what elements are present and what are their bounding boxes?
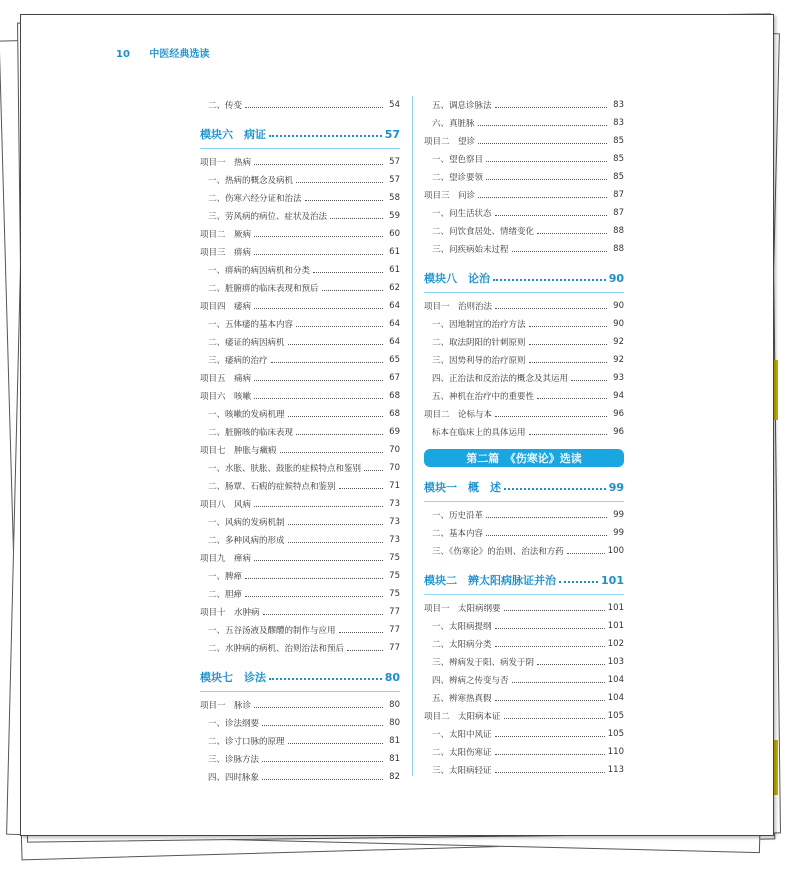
toc-entry-page: 87 [613, 208, 624, 218]
toc-entry-page: 69 [389, 427, 400, 437]
toc-entry-label: 一、望色察目 [432, 155, 484, 165]
toc-entry-page: 101 [607, 621, 624, 631]
toc-sub-entry[interactable] [200, 567, 400, 585]
dot-leader [288, 344, 383, 345]
toc-entry-label: 六、真脏脉 [432, 119, 475, 129]
dot-leader [495, 628, 605, 629]
dot-leader [254, 506, 383, 507]
toc-item-entry[interactable] [424, 707, 624, 725]
toc-sub-entry[interactable] [200, 639, 400, 657]
toc-entry-label: 二、脏腑咳的临床表现 [208, 428, 294, 438]
toc-sub-entry[interactable] [424, 524, 624, 542]
toc-entry-page: 73 [389, 517, 400, 527]
toc-sub-entry[interactable] [424, 542, 624, 560]
dot-leader [495, 107, 607, 108]
toc-entry-label: 三、因势利导的治疗原则 [432, 356, 526, 366]
toc-sub-entry[interactable] [200, 423, 400, 441]
toc-right-column [424, 96, 624, 779]
toc-entry-label: 三、辨病发于阳、病发于阴 [432, 658, 535, 668]
toc-sub-entry[interactable] [200, 315, 400, 333]
toc-sub-entry[interactable] [424, 168, 624, 186]
dot-leader [495, 754, 605, 755]
toc-module-entry[interactable] [200, 120, 400, 149]
toc-entry-page: 90 [613, 319, 624, 329]
toc-sub-entry[interactable] [200, 750, 400, 768]
toc-sub-entry[interactable] [200, 261, 400, 279]
toc-sub-entry[interactable] [424, 653, 624, 671]
toc-entry-page: 75 [389, 589, 400, 599]
toc-entry-label: 二、基本内容 [432, 529, 484, 539]
toc-entry-page: 60 [389, 229, 400, 239]
toc-entry-label: 项目二 望诊 [424, 137, 476, 147]
toc-entry-page: 70 [389, 463, 400, 473]
toc-item-entry[interactable] [200, 243, 400, 261]
toc-entry-label: 二、胆瘅 [208, 590, 243, 600]
toc-entry-label: 一、咳嗽的发病机理 [208, 410, 285, 420]
toc-entry-label: 模块七 诊法 [200, 671, 266, 684]
dot-leader [296, 182, 383, 183]
toc-module-entry[interactable] [200, 663, 400, 692]
toc-sub-entry[interactable] [424, 689, 624, 707]
toc-entry-label: 项目九 瘅病 [200, 554, 252, 564]
dot-leader [495, 215, 607, 216]
dot-leader [537, 664, 605, 665]
toc-entry-page: 73 [389, 535, 400, 545]
dot-leader [262, 725, 383, 726]
dot-leader [512, 682, 605, 683]
toc-item-entry[interactable] [200, 441, 400, 459]
dot-leader [271, 362, 383, 363]
toc-entry-label: 一、热病的概念及病机 [208, 176, 294, 186]
toc-entry-label: 一、太阳病提纲 [432, 622, 492, 632]
toc-sub-entry[interactable] [424, 96, 624, 114]
toc-entry-page: 75 [389, 553, 400, 563]
toc-entry-page: 105 [607, 729, 624, 739]
toc-item-entry[interactable] [200, 495, 400, 513]
toc-entry-page: 68 [389, 391, 400, 401]
toc-entry-label: 二、脏腑痹的临床表现和预后 [208, 284, 319, 294]
toc-entry-label: 项目三 痹病 [200, 248, 252, 258]
toc-entry-label: 一、因地制宜的治疗方法 [432, 320, 526, 330]
toc-entry-page: 67 [389, 373, 400, 383]
dot-leader [529, 362, 607, 363]
toc-entry-label: 项目八 风病 [200, 500, 252, 510]
toc-entry-page: 61 [389, 265, 400, 275]
toc-entry-label: 二、问饮食居处、情绪变化 [432, 227, 535, 237]
dot-leader [504, 718, 605, 719]
toc-entry-page: 104 [607, 693, 624, 703]
toc-sub-entry[interactable] [424, 635, 624, 653]
toc-entry-page: 92 [613, 355, 624, 365]
toc-entry-page: 88 [613, 226, 624, 236]
toc-entry-page: 57 [389, 157, 400, 167]
dot-leader [495, 700, 605, 701]
dot-leader [254, 254, 383, 255]
dot-leader [537, 233, 607, 234]
dot-leader [263, 614, 383, 615]
dot-leader [305, 200, 383, 201]
dot-leader [296, 434, 383, 435]
toc-entry-page: 99 [613, 510, 624, 520]
toc-entry-page: 85 [613, 154, 624, 164]
dot-leader [330, 218, 383, 219]
toc-entry-label: 项目七 肿胀与癥瘕 [200, 446, 277, 456]
toc-entry-page: 64 [389, 319, 400, 329]
toc-entry-page: 104 [607, 675, 624, 685]
dot-leader [245, 107, 383, 108]
toc-entry-label: 项目四 痿病 [200, 302, 252, 312]
toc-entry-label: 五、辨寒热真假 [432, 694, 492, 704]
dot-leader [529, 344, 607, 345]
toc-entry-page: 92 [613, 337, 624, 347]
toc-entry-label: 一、太阳中风证 [432, 730, 492, 740]
toc-sub-entry[interactable] [200, 714, 400, 732]
dot-leader [280, 452, 383, 453]
toc-entry-label: 二、伤寒六经分证和治法 [208, 194, 302, 204]
toc-entry-label: 三、问疾病始末过程 [432, 245, 509, 255]
toc-entry-label: 二、痿证的病因病机 [208, 338, 285, 348]
toc-sub-entry[interactable] [424, 761, 624, 779]
toc-entry-page: 70 [389, 445, 400, 455]
toc-sub-entry[interactable] [200, 477, 400, 495]
dot-leader [504, 488, 606, 490]
toc-entry-page: 57 [384, 127, 400, 141]
toc-entry-label: 项目五 痛病 [200, 374, 252, 384]
toc-sub-entry[interactable] [424, 423, 624, 441]
dot-leader [269, 678, 382, 680]
toc-entry-label: 一、五谷汤液及醪醴的制作与应用 [208, 626, 336, 636]
dot-leader [567, 553, 605, 554]
toc-sub-entry[interactable] [424, 617, 624, 635]
toc-sub-entry[interactable] [200, 768, 400, 786]
toc-item-entry[interactable] [424, 132, 624, 150]
toc-sub-entry[interactable] [200, 405, 400, 423]
dot-leader [339, 488, 383, 489]
toc-item-entry[interactable] [200, 549, 400, 567]
dot-leader [486, 517, 607, 518]
toc-entry-page: 64 [389, 301, 400, 311]
toc-entry-page: 88 [613, 244, 624, 254]
toc-entry-page: 100 [607, 546, 624, 556]
dot-leader [288, 524, 383, 525]
dot-leader [486, 179, 607, 180]
toc-entry-page: 85 [613, 136, 624, 146]
toc-entry-page: 90 [613, 301, 624, 311]
toc-entry-label: 项目一 脉诊 [200, 701, 252, 711]
toc-entry-label: 二、肠覃、石瘕的症候特点和鉴别 [208, 482, 336, 492]
dot-leader [478, 143, 607, 144]
toc-item-entry[interactable] [424, 405, 624, 423]
dot-leader [486, 535, 607, 536]
toc-entry-label: 四、正治法和反治法的概念及其运用 [432, 374, 569, 384]
dot-leader [262, 761, 383, 762]
dot-leader [529, 326, 607, 327]
toc-sub-entry[interactable] [424, 671, 624, 689]
toc-entry-page: 54 [389, 100, 400, 110]
toc-entry-page: 81 [389, 754, 400, 764]
toc-entry-page: 80 [384, 670, 400, 684]
toc-entry-page: 87 [613, 190, 624, 200]
toc-entry-label: 模块一 概 述 [424, 481, 501, 494]
toc-item-entry[interactable] [200, 387, 400, 405]
toc-entry-page: 65 [389, 355, 400, 365]
toc-entry-label: 二、望诊要领 [432, 173, 484, 183]
toc-entry-label: 一、痹病的病因病机和分类 [208, 266, 311, 276]
toc-entry-page: 58 [389, 193, 400, 203]
dot-leader [254, 236, 383, 237]
toc-entry-page: 96 [613, 409, 624, 419]
dot-leader [537, 398, 607, 399]
toc-sub-entry[interactable] [424, 351, 624, 369]
toc-item-entry[interactable] [200, 225, 400, 243]
page-header [116, 45, 209, 60]
toc-entry-label: 一、历史沿革 [432, 511, 484, 521]
toc-entry-page: 68 [389, 409, 400, 419]
toc-entry-label: 二、太阳伤寒证 [432, 748, 492, 758]
toc-entry-page: 82 [389, 772, 400, 782]
toc-entry-label: 项目二 太阳病本证 [424, 712, 501, 722]
toc-sub-entry[interactable] [200, 459, 400, 477]
toc-entry-label: 模块八 论治 [424, 272, 490, 285]
dot-leader [322, 290, 383, 291]
dot-leader [269, 135, 382, 137]
toc-entry-label: 一、五体痿的基本内容 [208, 320, 294, 330]
toc-sub-entry[interactable] [200, 171, 400, 189]
dot-leader [296, 326, 383, 327]
dot-leader [347, 650, 383, 651]
toc-item-entry[interactable] [200, 603, 400, 621]
toc-sub-entry[interactable] [200, 621, 400, 639]
toc-sub-entry[interactable] [200, 585, 400, 603]
toc-entry-label: 二、诊寸口脉的原理 [208, 737, 285, 747]
toc-sub-entry[interactable] [200, 351, 400, 369]
dot-leader [262, 779, 383, 780]
dot-leader [254, 398, 383, 399]
toc-entry-page: 110 [607, 747, 624, 757]
dot-leader [529, 434, 607, 435]
dot-leader [339, 632, 383, 633]
toc-sub-entry[interactable] [200, 279, 400, 297]
toc-entry-label: 三、《伤寒论》的治则、治法和方药 [432, 547, 564, 557]
toc-module-entry[interactable] [424, 264, 624, 293]
dot-leader [495, 736, 605, 737]
toc-entry-label: 五、神机在治疗中的重要性 [432, 392, 535, 402]
toc-entry-page: 105 [607, 711, 624, 721]
toc-entry-label: 二、多种风病的形成 [208, 536, 285, 546]
dot-leader [288, 743, 383, 744]
dot-leader [571, 380, 607, 381]
toc-sub-entry[interactable] [424, 150, 624, 168]
toc-entry-page: 77 [389, 643, 400, 653]
toc-sub-entry[interactable] [424, 240, 624, 258]
toc-item-entry[interactable] [424, 186, 624, 204]
toc-entry-label: 二、水肿病的病机、治则治法和预后 [208, 644, 345, 654]
toc-entry-page: 101 [607, 603, 624, 613]
toc-entry-page: 93 [613, 373, 624, 383]
dot-leader [288, 416, 383, 417]
dot-leader [478, 197, 607, 198]
toc-entry-label: 项目三 问诊 [424, 191, 476, 201]
dot-leader [245, 578, 383, 579]
toc-item-entry[interactable] [200, 369, 400, 387]
toc-entry-page: 61 [389, 247, 400, 257]
toc-sub-entry[interactable] [424, 315, 624, 333]
toc-entry-label: 一、风病的发病机制 [208, 518, 285, 528]
dot-leader [512, 251, 607, 252]
toc-entry-page: 77 [389, 625, 400, 635]
toc-entry-label: 项目一 热病 [200, 158, 252, 168]
toc-sub-entry[interactable] [200, 333, 400, 351]
toc-module-entry[interactable] [424, 566, 624, 595]
toc-entry-page: 103 [607, 657, 624, 667]
toc-entry-label: 四、四时脉象 [208, 773, 260, 783]
toc-entry-page: 94 [613, 391, 624, 401]
dot-leader [245, 596, 383, 597]
toc-entry-page: 80 [389, 718, 400, 728]
dot-leader [254, 707, 383, 708]
toc-entry-label: 四、辨病之传变与否 [432, 676, 509, 686]
toc-entry-page: 83 [613, 118, 624, 128]
toc-sub-entry[interactable] [424, 333, 624, 351]
toc-sub-entry[interactable] [200, 732, 400, 750]
toc-entry-page: 57 [389, 175, 400, 185]
toc-entry-label: 项目六 咳嗽 [200, 392, 252, 402]
toc-module-entry[interactable] [424, 473, 624, 502]
toc-entry-label: 二、太阳病分类 [432, 640, 492, 650]
dot-leader [493, 279, 606, 281]
toc-entry-label: 二、取法阴阳的针刺原则 [432, 338, 526, 348]
dot-leader [254, 380, 383, 381]
toc-entry-label: 一、问生活状态 [432, 209, 492, 219]
toc-sub-entry[interactable] [200, 207, 400, 225]
toc-entry-page: 71 [389, 481, 400, 491]
toc-sub-entry[interactable] [424, 369, 624, 387]
toc-item-entry[interactable] [200, 696, 400, 714]
toc-entry-label: 项目二 论标与本 [424, 410, 493, 420]
dot-leader [495, 772, 605, 773]
toc-sub-entry[interactable] [424, 506, 624, 524]
toc-sub-entry[interactable] [200, 189, 400, 207]
toc-entry-page: 59 [389, 211, 400, 221]
dot-leader [254, 560, 383, 561]
dot-leader [495, 308, 607, 309]
dot-leader [313, 272, 383, 273]
column-divider [412, 96, 413, 776]
dot-leader [254, 164, 383, 165]
toc-entry-page: 99 [608, 480, 624, 494]
toc-entry-page: 77 [389, 607, 400, 617]
toc-entry-page: 113 [607, 765, 624, 775]
toc-item-entry[interactable] [424, 297, 624, 315]
toc-entry-label: 项目一 治则治法 [424, 302, 493, 312]
toc-sub-entry[interactable] [200, 96, 400, 114]
toc-entry-label: 一、诊法纲要 [208, 719, 260, 729]
toc-entry-label: 二、传变 [208, 101, 243, 111]
toc-sub-entry[interactable] [424, 114, 624, 132]
toc-entry-page: 90 [608, 271, 624, 285]
dot-leader [486, 161, 607, 162]
toc-entry-page: 83 [613, 100, 624, 110]
dot-leader [288, 542, 383, 543]
dot-leader [495, 646, 605, 647]
toc-entry-page: 75 [389, 571, 400, 581]
dot-leader [559, 581, 598, 583]
toc-item-entry[interactable] [200, 297, 400, 315]
dot-leader [495, 416, 607, 417]
toc-entry-label: 三、太阳病轻证 [432, 766, 492, 776]
toc-entry-page: 99 [613, 528, 624, 538]
toc-entry-page: 81 [389, 736, 400, 746]
toc-entry-label: 项目一 太阳病纲要 [424, 604, 501, 614]
toc-entry-page: 64 [389, 337, 400, 347]
dot-leader [504, 610, 605, 611]
book-title: 中医经典选读 [149, 49, 210, 60]
toc-entry-page: 101 [601, 573, 624, 587]
dot-leader [254, 308, 383, 309]
toc-entry-label: 标本在临床上的具体运用 [432, 428, 526, 438]
part-banner: 第二篇 《伤寒论》选读 [424, 449, 624, 467]
toc-entry-label: 模块六 病证 [200, 128, 266, 141]
toc-entry-label: 五、调息诊脉法 [432, 101, 492, 111]
toc-item-entry[interactable] [200, 153, 400, 171]
toc-sub-entry[interactable] [424, 743, 624, 761]
toc-entry-label: 模块二 辨太阳病脉证并治 [424, 574, 556, 587]
toc-entry-page: 73 [389, 499, 400, 509]
page-number: 10 [116, 49, 130, 60]
toc-sub-entry[interactable] [424, 222, 624, 240]
toc-entry-page: 102 [607, 639, 624, 649]
toc-entry-label: 一、水胀、肤胀、鼓胀的症候特点和鉴别 [208, 464, 362, 474]
toc-entry-label: 项目十 水肿病 [200, 608, 260, 618]
toc-entry-label: 三、劳风病的病位、症状及治法 [208, 212, 328, 222]
toc-sub-entry[interactable] [424, 387, 624, 405]
toc-sub-entry[interactable] [200, 513, 400, 531]
toc-item-entry[interactable] [424, 599, 624, 617]
toc-sub-entry[interactable] [200, 531, 400, 549]
dot-leader [478, 125, 607, 126]
toc-entry-label: 项目二 厥病 [200, 230, 252, 240]
toc-sub-entry[interactable] [424, 204, 624, 222]
toc-entry-page: 85 [613, 172, 624, 182]
toc-entry-label: 三、诊脉方法 [208, 755, 260, 765]
toc-entry-label: 一、脾瘅 [208, 572, 243, 582]
toc-left-column [200, 96, 400, 786]
dot-leader [364, 470, 383, 471]
toc-entry-page: 96 [613, 427, 624, 437]
toc-entry-page: 62 [389, 283, 400, 293]
toc-sub-entry[interactable] [424, 725, 624, 743]
toc-entry-page: 80 [389, 700, 400, 710]
toc-entry-label: 三、痿病的治疗 [208, 356, 268, 366]
